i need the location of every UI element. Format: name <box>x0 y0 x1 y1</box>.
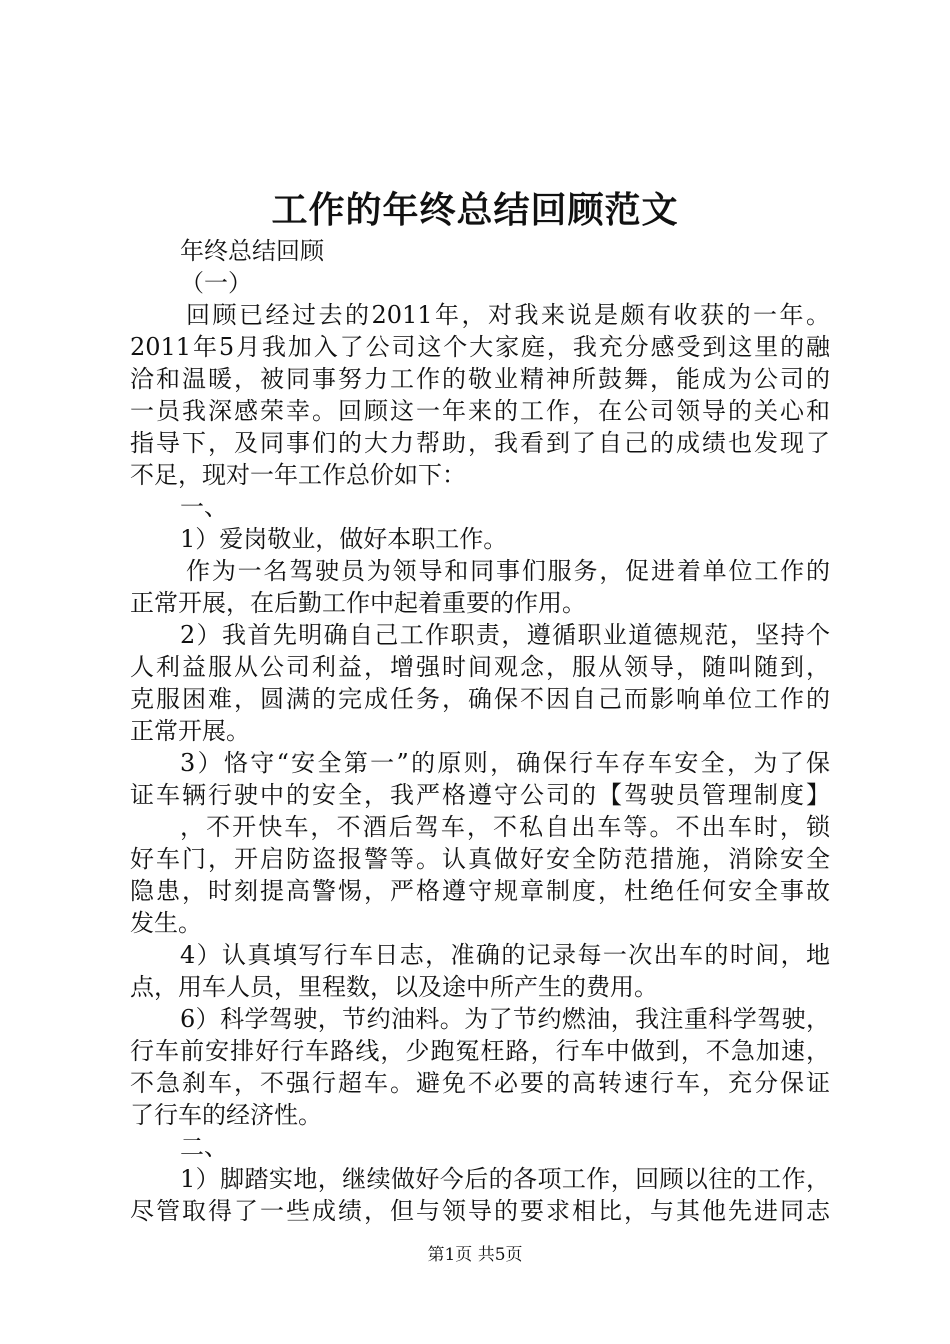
text-line: 一、 <box>180 493 228 521</box>
text-line: 证车辆行驶中的安全，我严格遵守公司的【驾驶员管理制度】 <box>130 781 830 809</box>
text-line: 了行车的经济性。 <box>130 1101 322 1129</box>
text-line: 作为一名驾驶员为领导和同事们服务，促进着单位工作的 <box>186 557 830 585</box>
text-line: 回顾已经过去的2011年，对我来说是颇有收获的一年。 <box>186 301 830 329</box>
text-line: 6）科学驾驶，节约油料。为了节约燃油，我注重科学驾驶， <box>180 1005 830 1033</box>
document-title: 工作的年终总结回顾范文 <box>271 189 679 231</box>
text-line: 尽管取得了一些成绩，但与领导的要求相比，与其他先进同志 <box>130 1197 830 1225</box>
text-line: 点，用车人员，里程数，以及途中所产生的费用。 <box>130 973 658 1001</box>
text-line: 不足，现对一年工作总价如下： <box>130 461 466 489</box>
text-line: 正常开展，在后勤工作中起着重要的作用。 <box>130 589 586 617</box>
text-line: 隐患，时刻提高警惕，严格遵守规章制度，杜绝任何安全事故 <box>130 877 830 905</box>
text-line: ，不开快车，不酒后驾车，不私自出车等。不出车时，锁 <box>180 813 830 841</box>
text-line: 正常开展。 <box>130 717 250 745</box>
text-line: 指导下，及同事们的大力帮助，我看到了自己的成绩也发现了 <box>130 429 830 457</box>
text-line: 一员我深感荣幸。回顾这一年来的工作，在公司领导的关心和 <box>130 397 830 425</box>
text-line: 好车门，开启防盗报警等。认真做好安全防范措施，消除安全 <box>130 845 830 873</box>
text-line: 行车前安排好行车路线，少跑冤枉路，行车中做到，不急加速， <box>130 1037 830 1065</box>
text-line: 人利益服从公司利益，增强时间观念，服从领导，随叫随到， <box>130 653 830 681</box>
text-line: 不急刹车，不强行超车。避免不必要的高转速行车，充分保证 <box>130 1069 830 1097</box>
text-line: 发生。 <box>130 909 202 937</box>
text-line: 年终总结回顾 <box>180 237 324 265</box>
document-body <box>130 235 830 1227</box>
text-line: （一） <box>180 269 252 297</box>
text-line: 3）恪守“安全第一”的原则，确保行车存车安全，为了保 <box>180 749 830 777</box>
text-line: 4）认真填写行车日志，准确的记录每一次出车的时间，地 <box>180 941 830 969</box>
text-line: 洽和温暖，被同事努力工作的敬业精神所鼓舞，能成为公司的 <box>130 365 830 393</box>
text-line: 2）我首先明确自己工作职责，遵循职业道德规范，坚持个 <box>180 621 830 649</box>
text-line: 1）脚踏实地，继续做好今后的各项工作，回顾以往的工作， <box>180 1165 830 1193</box>
text-line: 2011年5月我加入了公司这个大家庭，我充分感受到这里的融 <box>130 333 830 361</box>
text-line: 1）爱岗敬业，做好本职工作。 <box>180 525 508 553</box>
text-line: 二、 <box>180 1133 228 1161</box>
page-footer: 第1页 共5页 <box>427 1245 523 1265</box>
text-line: 克服困难，圆满的完成任务，确保不因自己而影响单位工作的 <box>130 685 830 713</box>
